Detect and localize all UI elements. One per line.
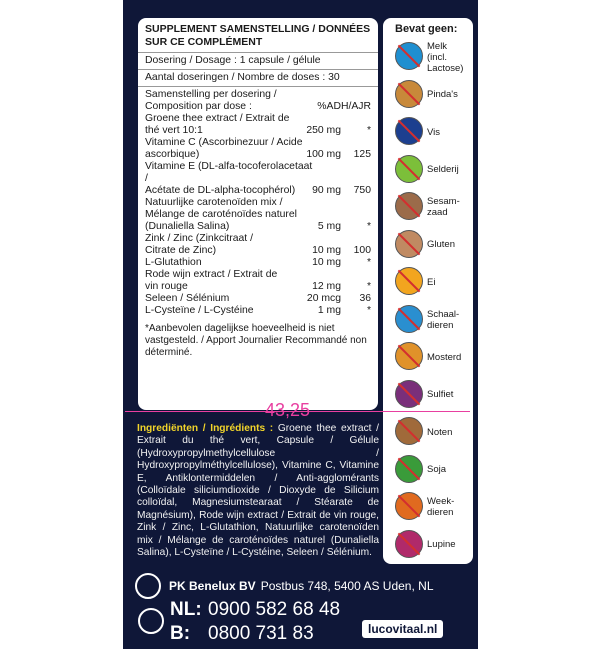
company-line xyxy=(135,573,475,599)
gluten-icon xyxy=(395,230,423,258)
ingredient-name: Zink / Zinc (Zinkcitraat / Citrate de Zinc) xyxy=(145,233,253,256)
ingredient-percentage: * xyxy=(366,305,371,316)
egg-icon xyxy=(395,267,423,295)
allergen-item xyxy=(395,117,473,147)
ingredient-name: L-Cysteïne / L-Cystéine xyxy=(145,305,254,316)
composition-table xyxy=(138,87,378,317)
ingredient-amount: 1 mg xyxy=(317,305,341,316)
allergen-item xyxy=(395,305,473,335)
phone-row-nl xyxy=(170,598,378,622)
phone-row-be xyxy=(170,622,378,646)
fish-icon xyxy=(395,117,423,145)
allergen-item xyxy=(395,192,473,222)
allergen-name: Soja xyxy=(427,464,447,475)
peanut-icon xyxy=(395,80,423,108)
allergen-item xyxy=(395,155,473,185)
company-logo-icon xyxy=(135,573,161,599)
allergen-item xyxy=(395,417,473,447)
allergen-item xyxy=(395,342,473,372)
ingredient-percentage: 750 xyxy=(353,185,371,196)
allergen-name: Selderij xyxy=(427,164,459,175)
crustacean-icon xyxy=(395,305,423,333)
ingredient-percentage: 100 xyxy=(353,245,371,256)
phone-label: B: xyxy=(170,623,191,644)
allergen-item xyxy=(395,267,473,297)
measurement-overlay xyxy=(125,400,470,420)
ingredient-name: Groene thee extract / Extrait de thé vert 10:1 xyxy=(145,113,290,136)
ingredient-amount: 250 mg xyxy=(306,125,341,136)
ingredient-name: Seleen / Sélénium xyxy=(145,293,230,304)
composition-row xyxy=(145,269,371,293)
phone-icon xyxy=(138,608,164,634)
allergen-item xyxy=(395,42,473,72)
celery-icon xyxy=(395,155,423,183)
composition-row xyxy=(145,305,371,317)
ingredient-name: L-Glutathion xyxy=(145,257,202,268)
website-badge: lucovitaal.nl xyxy=(362,620,443,638)
lupin-icon xyxy=(395,530,423,558)
company-address: Postbus 748, 5400 AS Uden, NL xyxy=(260,579,434,593)
ingredients-text xyxy=(137,423,379,559)
phone-number: 0900 582 68 48 xyxy=(208,599,341,620)
allergen-item xyxy=(395,530,473,560)
ingredient-percentage: * xyxy=(366,125,371,136)
allergen-name: Pinda's xyxy=(427,89,458,100)
supplement-title: SUPPLEMENT SAMENSTELLING / DONNÉES SUR CE COMPLÉMENT xyxy=(138,18,378,53)
composition-row xyxy=(145,197,371,233)
allergen-name: Vis xyxy=(427,126,441,138)
allergen-name: Melk (incl. Lactose) xyxy=(427,40,464,74)
allergen-title: Bevat geen: xyxy=(395,23,458,35)
composition-row xyxy=(145,137,371,161)
composition-row xyxy=(145,293,371,305)
sesame-icon xyxy=(395,192,423,220)
allergen-name: Lupine xyxy=(427,539,456,550)
phone-label: NL: xyxy=(170,599,202,620)
dosage-line: Dosering / Dosage : 1 capsule / gélule xyxy=(138,53,378,70)
mollusc-icon xyxy=(395,492,423,520)
ingredient-amount: 20 mcg xyxy=(306,293,341,304)
allergen-name: Schaal- dieren xyxy=(427,308,460,331)
composition-row xyxy=(145,161,371,197)
soy-icon xyxy=(395,455,423,483)
ingredient-percentage: * xyxy=(366,281,371,292)
allergen-panel xyxy=(383,18,473,564)
ingredient-name: Rode wijn extract / Extrait de vin rouge xyxy=(145,269,278,292)
allergen-name: Mosterd xyxy=(427,351,462,363)
allergen-name: Ei xyxy=(427,276,436,288)
allergen-item xyxy=(395,230,473,260)
phone-number: 0800 731 83 xyxy=(208,623,314,644)
footnote: *Aanbevolen dagelijkse hoeveelheid is niet vastgesteld. / Apport Journalier Recommandé non déterminé. xyxy=(145,323,367,358)
composition-row xyxy=(145,233,371,257)
mustard-icon xyxy=(395,342,423,370)
milk-icon xyxy=(395,42,423,70)
supplement-facts-panel xyxy=(138,18,378,410)
allergen-name: Gluten xyxy=(427,239,455,250)
ingredient-percentage: 36 xyxy=(359,293,371,304)
composition-row xyxy=(145,113,371,137)
allergen-name: Week- dieren xyxy=(427,496,455,518)
ingredient-amount: 12 mg xyxy=(312,281,341,292)
composition-row xyxy=(145,257,371,269)
ingredient-name: Vitamine E (DL-alfa-tocoferolacetaat / Acétate de DL-alpha-tocophérol) xyxy=(145,161,313,196)
ingredient-amount: 90 mg xyxy=(312,185,341,196)
ingredient-percentage: * xyxy=(366,257,371,268)
allergen-item xyxy=(395,455,473,485)
allergen-name: Sulfiet xyxy=(427,389,454,400)
composition-header-column: %ADH/AJR xyxy=(317,101,371,112)
ingredient-amount: 5 mg xyxy=(317,221,341,232)
nuts-icon xyxy=(395,417,423,445)
doses-line: Aantal doseringen / Nombre de doses : 30 xyxy=(138,70,378,87)
measurement-value: 43,25 xyxy=(265,400,311,420)
company-name: PK Benelux BV xyxy=(169,579,256,593)
ingredient-name: Vitamine C (Ascorbinezuur / Acide ascorbique) xyxy=(145,137,303,160)
ingredient-name: Natuurlijke carotenoïden mix / Mélange de caroténoïdes naturel (Dunaliella Salina) xyxy=(145,197,297,232)
allergen-item xyxy=(395,492,473,522)
composition-header xyxy=(145,89,371,113)
ingredient-amount: 10 mg xyxy=(312,257,341,268)
allergen-item xyxy=(395,80,473,110)
phone-block xyxy=(138,598,378,646)
ingredient-percentage: 125 xyxy=(353,149,371,160)
ingredient-amount: 100 mg xyxy=(306,149,341,160)
ingredients-heading: Ingrediënten / Ingrédients : xyxy=(137,423,274,434)
ingredient-amount: 10 mg xyxy=(312,245,341,256)
allergen-name: Noten xyxy=(427,426,453,438)
ingredients-list: Groene thee extract / Extrait du thé vert, Capsule / Gélule (Hydroxypropylmethylcellulose / Hydroxypropylméthylcellulose), Vitamine C, Vitamine E, Antiklontermiddelen / Anti-agglomérants (Colloïdale siliciumdioxide / Dioxyde de Silicium colloïdal, Magnesiumstearaat / Stéarate de Magnésium), Rode wijn extract / Extrait de vin rouge, Zink / Zinc, L-Glutathion, Natuurlijke carotenoïden mix / Mélange de caroténoïdes naturel (Dunaliella Salina), L-Cysteïne / L-Cystéine, Seleen / Sélénium. xyxy=(137,423,379,559)
allergen-name: Sesam- zaad xyxy=(427,196,460,218)
composition-header-label: Samenstelling per dosering / Composition par dose : xyxy=(145,89,277,112)
ingredient-percentage: * xyxy=(366,221,371,232)
